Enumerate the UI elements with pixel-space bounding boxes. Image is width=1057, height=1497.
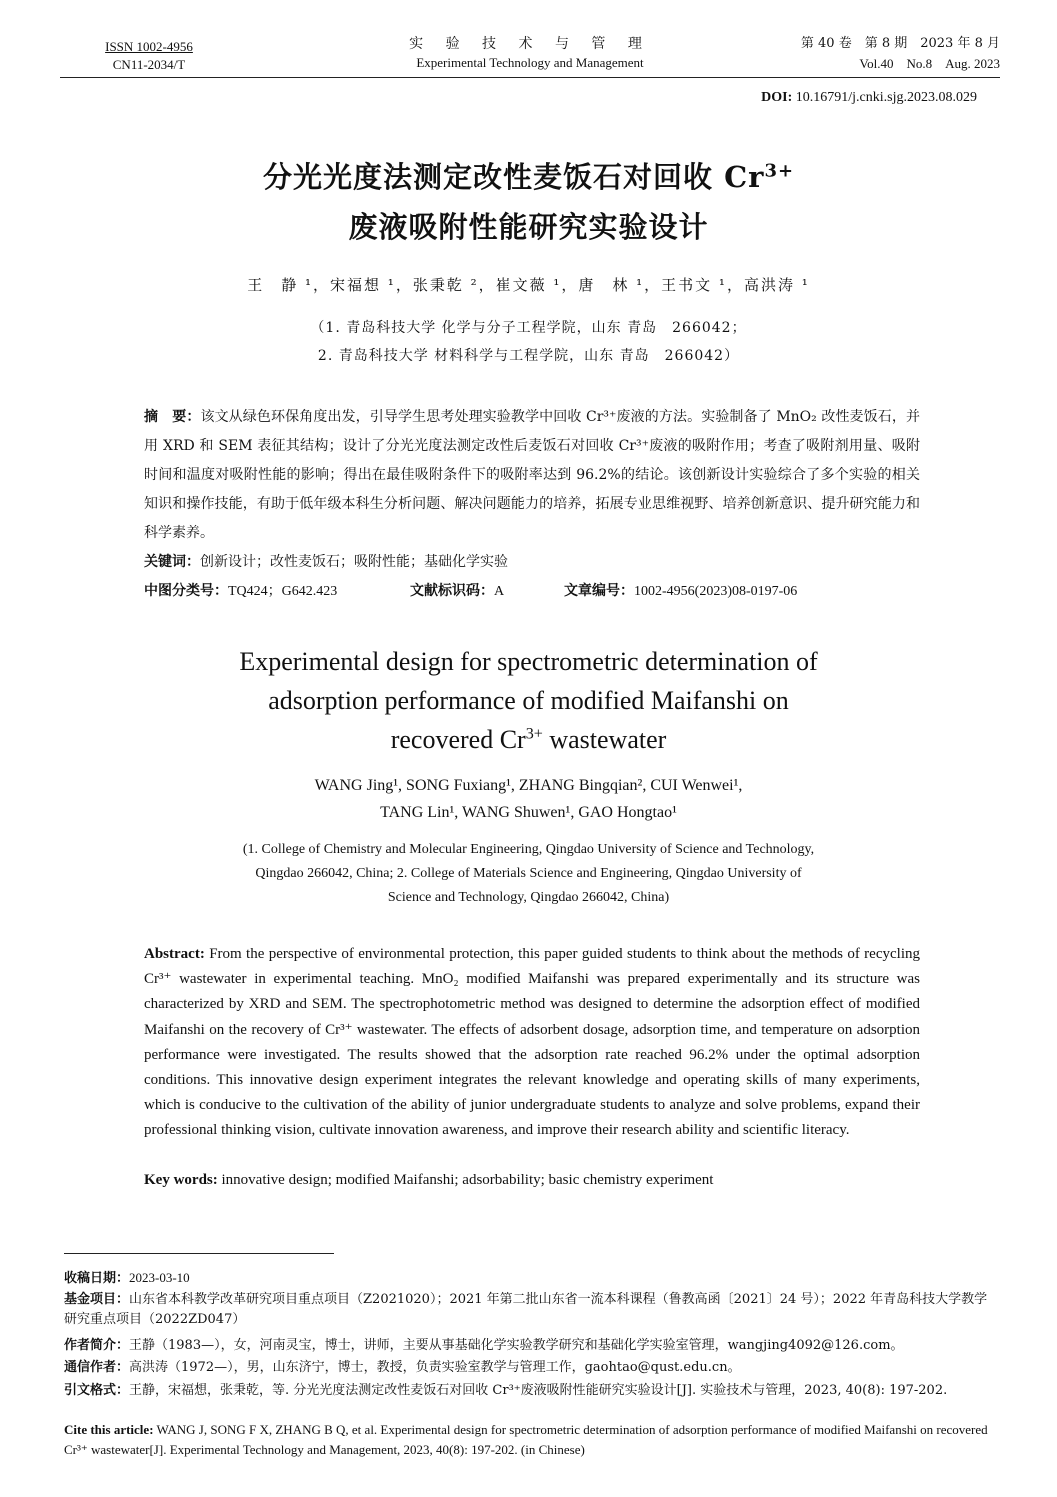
cn-number: CN11-2034/T — [112, 57, 186, 72]
keywords-cn — [144, 548, 920, 577]
authors-en-line1: WANG Jing¹, SONG Fuxiang¹, ZHANG Bingqian², CUI Wenwei¹, — [314, 777, 743, 794]
clc-value: TQ424；G642.423 — [228, 584, 338, 599]
fund-text: 山东省本科教学改革研究项目重点项目（Z2021020）；2021 年第二批山东省一流本科课程（鲁教高函〔2021〕24 号）；2022 年青岛科技大学教学研究重点项目（2022ZD047） — [64, 1292, 988, 1327]
clc-label: 中图分类号： — [144, 583, 228, 599]
citation-cn-label: 引文格式： — [64, 1383, 130, 1398]
article-number-value: 1002-4956(2023)08-0197-06 — [634, 584, 798, 599]
keywords-en-label: Key words: — [144, 1172, 218, 1188]
abstract-en-label: Abstract: — [144, 946, 205, 962]
title-en — [0, 642, 1057, 759]
header-rule — [60, 77, 1000, 78]
affiliation-en-1: (1. College of Chemistry and Molecular Engineering, Qingdao University of Science and Technology, — [242, 842, 815, 857]
footnote-received — [64, 1268, 999, 1289]
doi-label: DOI: — [761, 90, 793, 105]
title-en-line3a: recovered Cr — [390, 725, 526, 754]
issue-info — [700, 34, 1000, 74]
doi-value[interactable]: 10.16791/j.cnki.sjg.2023.08.029 — [795, 90, 977, 105]
title-cn — [0, 152, 1057, 252]
journal-name-en: Experimental Technology and Management — [416, 55, 644, 70]
classification-cn — [144, 577, 944, 606]
author-bio-text: 王静（1983—），女，河南灵宝，博士，讲师，主要从事基础化学实验教学研究和基础化学实验室管理，wangjing4092@126.com。 — [129, 1338, 904, 1353]
received-date: 2023-03-10 — [129, 1270, 190, 1285]
title-cn-line1: 分光光度法测定改性麦饭石对回收 Cr — [262, 160, 765, 194]
footnote-author — [64, 1336, 999, 1356]
title-en-line3b: wastewater — [542, 725, 667, 754]
title-en-line2: adsorption performance of modified Maifanshi on — [268, 686, 789, 715]
journal-name-cn: 实 验 技 术 与 管 理 — [409, 36, 651, 52]
citation-en-label: Cite this article: — [64, 1422, 154, 1437]
corresponding-label: 通信作者： — [64, 1360, 130, 1375]
abstract-cn-label: 摘 要： — [144, 409, 201, 425]
fund-label: 基金项目： — [64, 1292, 130, 1307]
author-bio-label: 作者简介： — [64, 1338, 130, 1353]
affiliations-cn — [0, 314, 1057, 370]
citation-cn-text: 王静，宋福想，张秉乾，等. 分光光度法测定改性麦饭石对回收 Cr³⁺废液吸附性能研究实验设计[J]. 实验技术与管理，2023, 40(8): 197-202. — [129, 1383, 948, 1398]
footnote-fund — [64, 1290, 999, 1330]
journal-codes — [64, 38, 234, 74]
footnote-citation-en — [64, 1420, 999, 1460]
abstract-en — [144, 942, 920, 1144]
keywords-en-text: innovative design; modified Maifanshi; adsorbability; basic chemistry experiment — [221, 1172, 714, 1188]
keywords-en — [144, 1168, 920, 1193]
doc-code-value: A — [494, 584, 505, 599]
footnote-corresponding — [64, 1358, 999, 1378]
title-cn-line2: 废液吸附性能研究实验设计 — [348, 210, 709, 244]
received-label: 收稿日期： — [64, 1271, 130, 1286]
issn: ISSN 1002-4956 — [105, 39, 193, 54]
article-number-label: 文章编号： — [564, 583, 634, 599]
issue-en: Vol.40 No.8 Aug. 2023 — [859, 56, 1000, 71]
title-cn-sup: 3+ — [764, 160, 795, 182]
issue-cn: 第 40 卷 第 8 期 2023 年 8 月 — [800, 36, 1000, 51]
corresponding-text: 高洪涛（1972—），男，山东济宁，博士，教授，负责实验室教学与管理工作，gaohtao@qust.edu.cn。 — [129, 1360, 741, 1375]
authors-en-line2: TANG Lin¹, WANG Shuwen¹, GAO Hongtao¹ — [380, 804, 677, 821]
affiliation-en-3: Science and Technology, Qingdao 266042, China) — [387, 890, 670, 905]
keywords-cn-text: 创新设计；改性麦饭石；吸附性能；基础化学实验 — [200, 554, 508, 570]
journal-name — [330, 34, 730, 72]
citation-en-text: WANG J, SONG F X, ZHANG B Q, et al. Experimental design for spectrometric determination of adsorption performance of modified Maifanshi on recovered Cr³⁺ wastewater[J]. Experimental Technology and Management, 2023, 40(8): 197-202. (in Chinese) — [64, 1422, 988, 1457]
affiliation-en-2: Qingdao 266042, China; 2. College of Materials Science and Engineering, Qingdao University of — [255, 866, 802, 881]
abstract-en-text: From the perspective of environmental protection, this paper guided students to think about the methods of recycling Cr³⁺ wastewater in experimental teaching. MnO₂ modified Maifanshi was prepared experimentally and its structure was characterized by XRD and SEM. The spectrophotometric method was designed to determine the adsorption effect of modified Maifanshi on the recovery of Cr³⁺ wastewater. The effects of adsorbent dosage, adsorption time, and temperature on adsorption performance were investigated. The results showed that the adsorption rate reached 96.2% under the optimal adsorption conditions. This innovative design experiment integrates the relevant knowledge and operating skills of many experiments, which is conducive to the cultivation of the ability of junior undergraduate students to analyze and solve problems, expand their professional thinking vision, cultivate innovation awareness, and improve their research ability and scientific literacy. — [144, 946, 920, 1139]
authors-en — [0, 772, 1057, 826]
title-en-sup: 3+ — [525, 725, 543, 743]
affiliations-en — [0, 838, 1057, 910]
abstract-cn — [144, 403, 920, 548]
title-en-line1: Experimental design for spectrometric determination of — [239, 647, 818, 676]
footnote-rule — [64, 1253, 334, 1254]
doc-code-label: 文献标识码： — [410, 583, 494, 599]
doi[interactable] — [761, 90, 977, 106]
affiliation-cn-1: （1. 青岛科技大学 化学与分子工程学院，山东 青岛 266042； — [310, 320, 747, 336]
footnote-citation-cn — [64, 1381, 999, 1401]
abstract-cn-text: 该文从绿色环保角度出发，引导学生思考处理实验教学中回收 Cr³⁺废液的方法。实验制备了 MnO₂ 改性麦饭石，并用 XRD 和 SEM 表征其结构；设计了分光光度法测定改性后麦饭石对回收 Cr³⁺废液的吸附作用；考查了吸附剂用量、吸附时间和温度对吸附性能的影响；得出在最佳吸附条件下的吸附率达到 96.2%的结论。该创新设计实验综合了多个实验的相关知识和操作技能，有助于低年级本科生分析问题、解决问题能力的培养，拓展专业思维视野、培养创新意识、提升研究能力和科学素养。 — [144, 409, 920, 541]
authors-cn: 王 静 ¹，宋福想 ¹，张秉乾 ²，崔文薇 ¹，唐 林 ¹，王书文 ¹，高洪涛 ¹ — [247, 276, 810, 294]
affiliation-cn-2: 2. 青岛科技大学 材料科学与工程学院，山东 青岛 266042） — [317, 348, 740, 364]
keywords-cn-label: 关键词： — [144, 554, 200, 570]
